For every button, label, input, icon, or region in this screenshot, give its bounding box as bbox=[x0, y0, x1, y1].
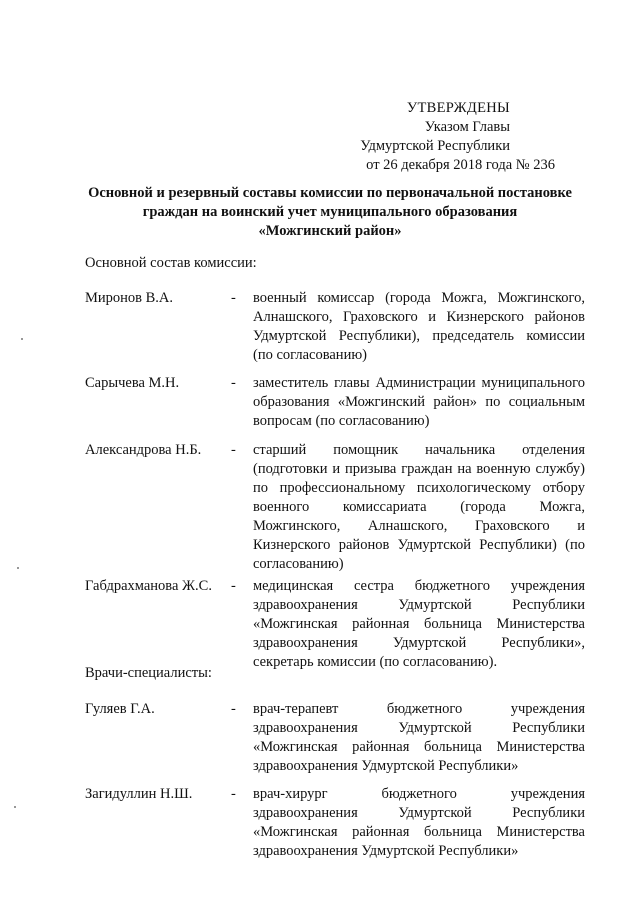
member-role bbox=[253, 289, 585, 365]
document-title bbox=[80, 184, 580, 241]
role-line: здравоохранения Удмуртской Республики», bbox=[253, 635, 585, 651]
approval-republic: Удмуртской Республики bbox=[360, 138, 510, 154]
member-name: Миронов В.А. bbox=[85, 290, 174, 306]
role-line: Удмуртской Республики), председатель комиссии bbox=[253, 328, 585, 344]
member-dash: - bbox=[231, 786, 236, 802]
role-line: здравоохранения Удмуртской Республики bbox=[253, 597, 585, 613]
role-line: здравоохранения Удмуртской Республики» bbox=[253, 758, 519, 774]
member-role bbox=[253, 700, 585, 776]
title-line-3: «Можгинский район» bbox=[258, 223, 402, 239]
role-line: врач-хирург бюджетного учреждения bbox=[253, 786, 585, 802]
role-line: Можгинского, Алнашского, Граховского и bbox=[253, 518, 585, 534]
approval-date: от 26 декабря 2018 года № 236 bbox=[366, 157, 555, 173]
approval-stamp bbox=[330, 99, 555, 175]
member-name: Загидуллин Н.Ш. bbox=[85, 786, 193, 802]
member-dash: - bbox=[231, 578, 236, 594]
member-dash: - bbox=[231, 375, 236, 391]
role-line: медицинская сестра бюджетного учреждения bbox=[253, 578, 585, 594]
member-role bbox=[253, 785, 585, 861]
role-line: (по согласованию) bbox=[253, 347, 367, 363]
title-line-1: Основной и резервный составы комиссии по первоначальной постановке bbox=[88, 185, 572, 201]
role-line: «Можгинская районная больница Министерства bbox=[253, 739, 585, 755]
role-line: военного комиссариата (города Можга, bbox=[253, 499, 585, 515]
main-composition-label: Основной состав комиссии: bbox=[85, 255, 257, 271]
member-name: Александрова Н.Б. bbox=[85, 442, 202, 458]
member-role bbox=[253, 374, 585, 431]
scan-speck bbox=[14, 806, 16, 808]
role-line: заместитель главы Администрации муниципального bbox=[253, 375, 585, 391]
role-line: вопросам (по согласованию) bbox=[253, 413, 430, 429]
member-dash: - bbox=[231, 701, 236, 717]
approval-heading: УТВЕРЖДЕНЫ bbox=[406, 100, 510, 116]
scan-speck bbox=[17, 567, 19, 569]
role-line: «Можгинская районная больница Министерства bbox=[253, 616, 585, 632]
role-line: по профессиональному психологическому отбору bbox=[253, 480, 585, 496]
role-line: (подготовки и призыва граждан на военную службу) bbox=[253, 461, 585, 477]
role-line: образования «Можгинский район» по социальным bbox=[253, 394, 585, 410]
role-line: Алнашского, Граховского и Кизнерского районов bbox=[253, 309, 585, 325]
role-line: военный комиссар (города Можга, Можгинского, bbox=[253, 290, 585, 306]
member-name: Габдрахманова Ж.С. bbox=[85, 578, 212, 594]
role-line: Кизнерского районов Удмуртской Республики) (по bbox=[253, 537, 585, 553]
role-line: здравоохранения Удмуртской Республики» bbox=[253, 843, 519, 859]
title-line-2: граждан на воинский учет муниципального образования bbox=[142, 204, 518, 220]
member-role bbox=[253, 577, 585, 672]
member-dash: - bbox=[231, 442, 236, 458]
member-name: Сарычева М.Н. bbox=[85, 375, 180, 391]
role-line: врач-терапевт бюджетного учреждения bbox=[253, 701, 585, 717]
member-role bbox=[253, 441, 585, 574]
member-dash: - bbox=[231, 290, 236, 306]
role-line: здравоохранения Удмуртской Республики bbox=[253, 720, 585, 736]
member-name: Гуляев Г.А. bbox=[85, 701, 155, 717]
role-line: здравоохранения Удмуртской Республики bbox=[253, 805, 585, 821]
role-line: согласованию) bbox=[253, 556, 344, 572]
role-line: старший помощник начальника отделения bbox=[253, 442, 585, 458]
scan-speck bbox=[21, 338, 23, 340]
role-line: «Можгинская районная больница Министерства bbox=[253, 824, 585, 840]
role-line: секретарь комиссии (по согласованию). bbox=[253, 654, 498, 670]
specialists-label: Врачи-специалисты: bbox=[85, 665, 212, 681]
approval-decree: Указом Главы bbox=[424, 119, 510, 135]
